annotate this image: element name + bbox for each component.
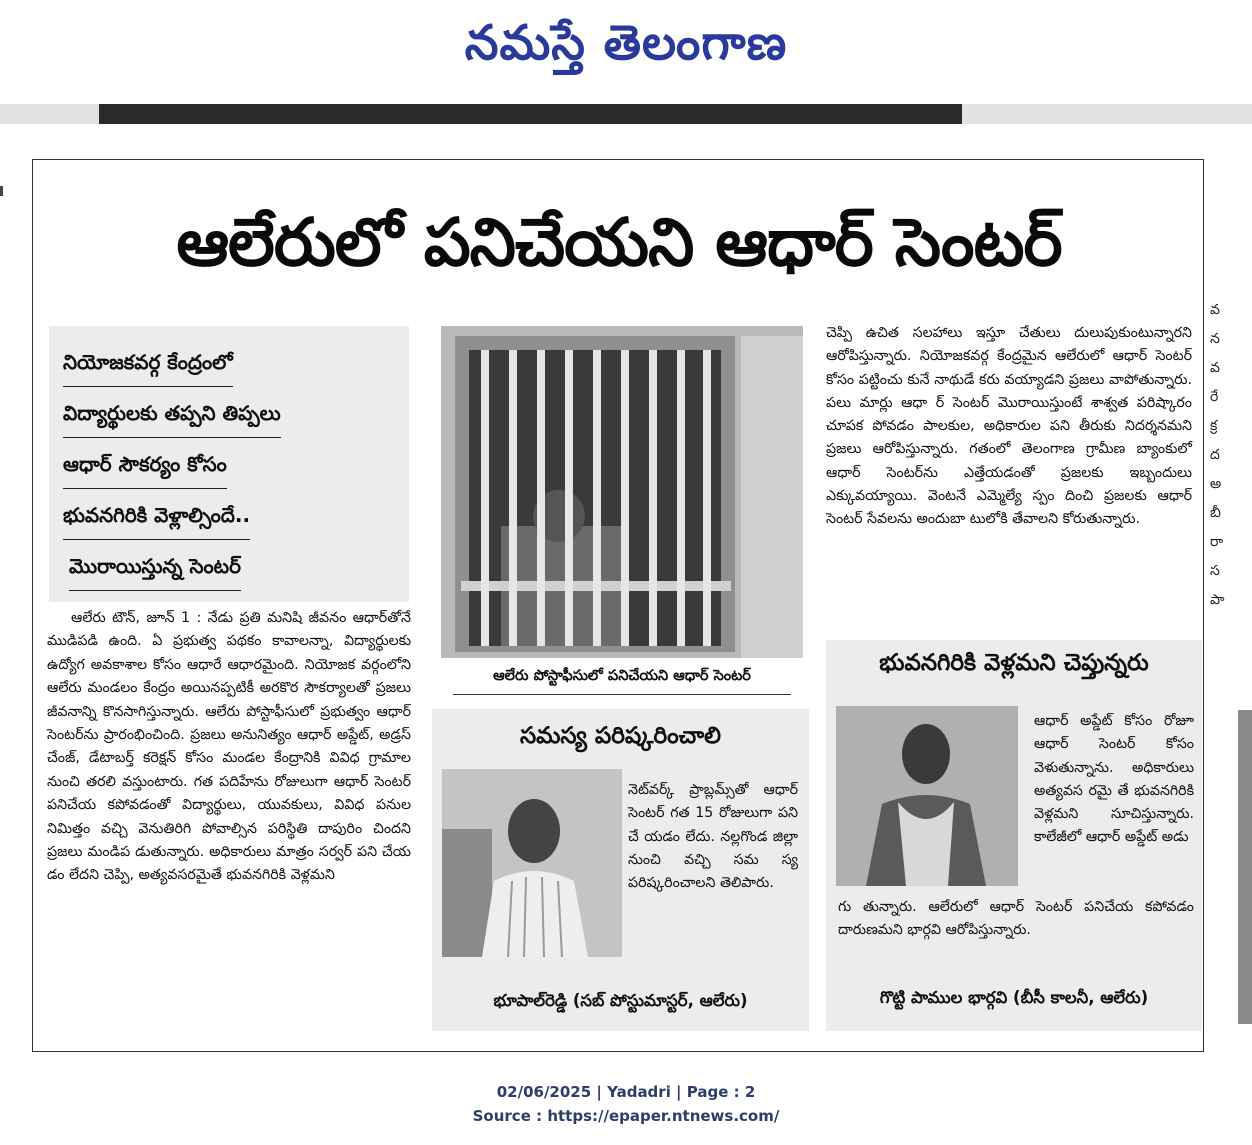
newspaper-logo: నమస్తే తెలంగాణ	[464, 15, 788, 71]
article-clipping	[32, 159, 1204, 1052]
subheadline: విద్యార్థులకు తప్పని తిప్పలు	[63, 387, 281, 438]
quote-signature: భూపాల్‌రెడ్డి (సబ్ పోస్టుమాస్టర్, ఆలేరు)	[493, 991, 748, 1010]
subheadline: భువనగిరికి వెళ్లాల్సిందే..	[63, 489, 250, 540]
masthead	[0, 0, 1252, 100]
subheadline: నియోజకవర్గ కేంద్రంలో	[63, 336, 233, 387]
subheadline: మొరాయిస్తున్న సెంటర్	[69, 540, 241, 591]
quote-box-title: భువనగిరికి వెళ్లమని చెప్తున్నరు	[879, 650, 1149, 676]
subheadline-box	[49, 326, 409, 602]
article-body-right	[826, 322, 1192, 532]
window-bars-image	[441, 326, 803, 658]
resident-photo	[836, 706, 1018, 886]
body-paragraph: ఆలేరు టౌన్, జూన్ 1 : నేడు ప్రతి మనిషి జీవనం ఆధార్‌తోనే ముడిపడి ఉంది. ఏ ప్రభుత్వ పథకం కావాలన్నా, విద్యార్థులకు ఉద్యోగ అవకాశాల కోసం ఆధారే ఆధారమైంది. నియోజక వర్గంలోని ఆలేరు మండలం కేంద్రం అయినప్పటికీ అరకొర సౌకర్యాలతో ప్రజలు జీవనాన్ని కొనసాగిస్తున్నారు. ఆలేరు పోస్టాఫీసులో ప్రభుత్వం ఆధార్ సెంటర్‌ను ప్రారంభించింది. ప్రజలు అనునిత్యం ఆధార్ అప్డేట్, అడ్రస్ చేంజ్, డేటాబర్త్ కరెక్షన్ కోసం మండల కేంద్రానికి వివిధ గ్రామాల నుంచి తరలి వస్తుంటారు. గత పదిహేను రోజులుగా ఆధార్ సెంటర్ పనిచేయ కపోవడంతో విద్యార్థులు, యువకులు, వివిధ పనుల నిమిత్తం వచ్చి వెనుతిరిగి పోవాల్సిన పరిస్థితి దాపురిం చిందని ప్రజలు మండిప డుతున్నారు. అధికారులు మాత్రం సర్వర్ పని చేయ డం లేదని చెప్పి, అత్యవసరమైతే భువనగిరికి వెళ్లమని	[47, 610, 411, 884]
article-headline: ఆలేరులో పనిచేయని ఆధార్ సెంటర్	[176, 204, 1062, 281]
subheadline: ఆధార్ సౌకర్యం కోసం	[63, 438, 227, 489]
person-portrait-image	[836, 706, 1018, 886]
adjacent-article-edge	[0, 186, 3, 196]
quote-signature: గొట్టి పాముల భార్గవి (బీసీ కాలనీ, ఆలేరు)	[879, 988, 1149, 1007]
photo-caption: ఆలేరు పోస్టాఫీసులో పనిచేయని ఆధార్ సెంటర్	[493, 668, 751, 684]
quote-box-title: సమస్య పరిష్కరించాలి	[519, 723, 722, 749]
adjacent-article-photo	[1238, 710, 1252, 1024]
postmaster-photo	[442, 769, 622, 957]
article-body-left	[47, 607, 411, 888]
edition-info: 02/06/2025 | Yadadri | Page : 2	[496, 1083, 756, 1101]
person-portrait-image	[442, 769, 622, 957]
header-band-dark	[99, 104, 962, 124]
caption-divider	[453, 694, 791, 695]
quote-box-postmaster	[432, 709, 809, 1031]
adjacent-article-text: వ న వ రే క్ర ద అ బీ రా స పా	[1210, 302, 1225, 608]
source-link[interactable]: Source : https://epaper.ntnews.com/	[472, 1107, 780, 1125]
quote-text: నెట్‌వర్క్ ప్రాబ్లమ్స్‌తో ఆధార్ సెంటర్ గత 15 రోజులుగా పని చే యడం లేదు. నల్లగొండ జిల్లా నుంచి వచ్చి సమ స్య పరిష్కరించాలని తెలిపారు.	[628, 782, 798, 892]
quote-text: గు తున్నారు. ఆలేరులో ఆధార్ సెంటర్ పనిచేయ కపోవడం దారుణమని భార్గవి ఆరోపిస్తున్నారు.	[838, 899, 1194, 939]
quote-box-resident	[826, 640, 1202, 1031]
post-office-window-photo	[441, 326, 803, 658]
page-footer	[0, 1080, 1252, 1128]
body-paragraph: చెప్పి ఉచిత సలహాలు ఇస్తూ చేతులు దులుపుకుంటున్నారని ఆరోపిస్తున్నారు. నియోజకవర్గ కేంద్రమైన ఆలేరులో ఆధార్ సెంటర్ కోసం పట్టించు కునే నాథుడే కరు వయ్యాడని ప్రజలు వాపోతున్నారు. పలు మార్లు ఆధా ర్ సెంటర్ మొరాయిస్తుంటే శాశ్వత పరిష్కారం చూపక పోవడం పాలకుల, అధికారుల పని తీరుకు నిదర్శనమని ప్రజలు ఆరోపిస్తున్నారు. గతంలో తెలంగాణ గ్రామీణ బ్యాంకులో ఆధార్ సెంటర్‌ను ఎత్తేయడంతో ప్రజలకు ఇబ్బందులు ఎక్కువయ్యాయి. వెంటనే ఎమ్మెల్యే స్పం దించి ప్రజలకు ఆధార్ సెంటర్ సేవలను అందుబా టులోకి తేవాలని కోరుతున్నారు.	[826, 325, 1192, 528]
quote-text: ఆధార్ అప్డేట్ కోసం రోజూ ఆధార్ సెంటర్ కోసం వెళుతున్నాను. అధికారులు అత్యవస రమై తే భువనగిరికి వెళ్లమని సూచిస్తున్నారు. కాలేజీలో ఆధార్ అప్డేట్ అడు	[1034, 713, 1194, 846]
